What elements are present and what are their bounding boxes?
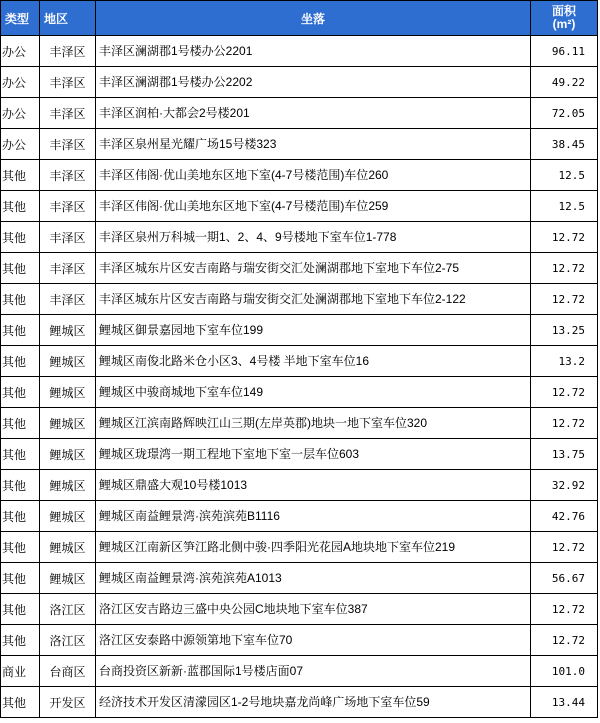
header-area[interactable] [531, 1, 598, 36]
cell-area: 13.75 [531, 439, 598, 470]
table-row[interactable] [1, 160, 598, 191]
table-row[interactable] [1, 501, 598, 532]
cell-type: 其他 [1, 594, 40, 625]
cell-district: 鲤城区 [40, 563, 96, 594]
table-row[interactable] [1, 222, 598, 253]
cell-type: 其他 [1, 470, 40, 501]
cell-location: 洛江区安吉路边三盛中央公园C地块地下室车位387 [96, 594, 531, 625]
cell-area: 101.0 [531, 656, 598, 687]
cell-district: 鲤城区 [40, 377, 96, 408]
cell-location: 丰泽区泉州星光耀广场15号楼323 [96, 129, 531, 160]
cell-location: 鲤城区珑璟湾一期工程地下室地下室一层车位603 [96, 439, 531, 470]
table-row[interactable] [1, 656, 598, 687]
cell-district: 丰泽区 [40, 191, 96, 222]
header-area-unit: (m²) [552, 17, 576, 31]
cell-area: 13.25 [531, 315, 598, 346]
table-row[interactable] [1, 594, 598, 625]
cell-location: 洛江区安泰路中源领第地下室车位70 [96, 625, 531, 656]
cell-location: 台商投资区新新·蓝郡国际1号楼店面07 [96, 656, 531, 687]
table-row[interactable] [1, 98, 598, 129]
cell-type: 其他 [1, 377, 40, 408]
cell-location: 鲤城区南益鲤景湾·滨苑滨苑B1116 [96, 501, 531, 532]
cell-type: 其他 [1, 687, 40, 718]
cell-location: 鲤城区御景嘉园地下室车位199 [96, 315, 531, 346]
cell-area: 12.72 [531, 377, 598, 408]
cell-type: 其他 [1, 191, 40, 222]
cell-district: 鲤城区 [40, 346, 96, 377]
header-type[interactable]: 类型 [1, 1, 40, 36]
cell-district: 丰泽区 [40, 222, 96, 253]
cell-area: 12.72 [531, 532, 598, 563]
cell-area: 12.72 [531, 253, 598, 284]
cell-district: 丰泽区 [40, 284, 96, 315]
cell-district: 丰泽区 [40, 253, 96, 284]
table-row[interactable] [1, 36, 598, 67]
cell-area: 32.92 [531, 470, 598, 501]
cell-area: 12.5 [531, 160, 598, 191]
cell-area: 12.72 [531, 594, 598, 625]
cell-district: 丰泽区 [40, 160, 96, 191]
cell-type: 其他 [1, 563, 40, 594]
cell-area: 12.5 [531, 191, 598, 222]
cell-location: 鲤城区中骏商城地下室车位149 [96, 377, 531, 408]
cell-type: 其他 [1, 346, 40, 377]
table-row[interactable] [1, 315, 598, 346]
cell-district: 洛江区 [40, 594, 96, 625]
table-row[interactable] [1, 129, 598, 160]
table-body [1, 36, 598, 718]
cell-location: 丰泽区澜湖郡1号楼办公2202 [96, 67, 531, 98]
cell-type: 其他 [1, 284, 40, 315]
cell-location: 鲤城区鼎盛大观10号楼1013 [96, 470, 531, 501]
cell-district: 鲤城区 [40, 532, 96, 563]
cell-type: 其他 [1, 439, 40, 470]
table-row[interactable] [1, 470, 598, 501]
cell-location: 丰泽区伟阁·优山美地东区地下室(4-7号楼范围)车位259 [96, 191, 531, 222]
header-row [1, 1, 598, 36]
cell-district: 丰泽区 [40, 98, 96, 129]
cell-district: 洛江区 [40, 625, 96, 656]
table-row[interactable] [1, 439, 598, 470]
table-row[interactable] [1, 532, 598, 563]
cell-district: 鲤城区 [40, 408, 96, 439]
cell-area: 12.72 [531, 222, 598, 253]
header-location[interactable]: 坐落 [96, 1, 531, 36]
cell-area: 12.72 [531, 284, 598, 315]
table-row[interactable] [1, 191, 598, 222]
cell-type: 其他 [1, 408, 40, 439]
cell-district: 鲤城区 [40, 315, 96, 346]
table-row[interactable] [1, 67, 598, 98]
cell-type: 办公 [1, 98, 40, 129]
cell-type: 其他 [1, 253, 40, 284]
cell-type: 办公 [1, 36, 40, 67]
cell-location: 丰泽区城东片区安吉南路与瑞安街交汇处澜湖郡地下室地下车位2-75 [96, 253, 531, 284]
table-row[interactable] [1, 625, 598, 656]
cell-area: 72.05 [531, 98, 598, 129]
table-row[interactable] [1, 687, 598, 718]
header-district[interactable]: 地区 [40, 1, 96, 36]
cell-district: 丰泽区 [40, 129, 96, 160]
cell-area: 12.72 [531, 625, 598, 656]
cell-area: 38.45 [531, 129, 598, 160]
cell-type: 办公 [1, 129, 40, 160]
cell-area: 96.11 [531, 36, 598, 67]
cell-type: 其他 [1, 222, 40, 253]
cell-type: 其他 [1, 315, 40, 346]
cell-type: 其他 [1, 501, 40, 532]
cell-location: 鲤城区江南新区笋江路北侧中骏·四季阳光花园A地块地下室车位219 [96, 532, 531, 563]
cell-location: 经济技术开发区清濛园区1-2号地块嘉龙尚峰广场地下室车位59 [96, 687, 531, 718]
cell-type: 其他 [1, 160, 40, 191]
cell-location: 丰泽区泉州万科城一期1、2、4、9号楼地下室车位1-778 [96, 222, 531, 253]
table-row[interactable] [1, 563, 598, 594]
cell-location: 鲤城区南益鲤景湾·滨苑滨苑A1013 [96, 563, 531, 594]
cell-area: 42.76 [531, 501, 598, 532]
cell-district: 鲤城区 [40, 501, 96, 532]
table-row[interactable] [1, 284, 598, 315]
cell-location: 丰泽区澜湖郡1号楼办公2201 [96, 36, 531, 67]
cell-location: 鲤城区江滨南路辉映江山三期(左岸英郡)地块一地下室车位320 [96, 408, 531, 439]
cell-location: 丰泽区城东片区安吉南路与瑞安街交汇处澜湖郡地下室地下车位2-122 [96, 284, 531, 315]
table-row[interactable] [1, 346, 598, 377]
cell-area: 56.67 [531, 563, 598, 594]
cell-area: 13.2 [531, 346, 598, 377]
table-row[interactable] [1, 408, 598, 439]
cell-district: 丰泽区 [40, 67, 96, 98]
header-area-label: 面积 [551, 4, 576, 18]
table-row[interactable] [1, 377, 598, 408]
cell-area: 12.72 [531, 408, 598, 439]
cell-district: 开发区 [40, 687, 96, 718]
table-row[interactable] [1, 253, 598, 284]
cell-type: 其他 [1, 532, 40, 563]
cell-district: 台商区 [40, 656, 96, 687]
cell-type: 办公 [1, 67, 40, 98]
cell-type: 商业 [1, 656, 40, 687]
cell-area: 49.22 [531, 67, 598, 98]
cell-type: 其他 [1, 625, 40, 656]
cell-location: 鲤城区南俊北路米仓小区3、4号楼 半地下室车位16 [96, 346, 531, 377]
cell-district: 鲤城区 [40, 439, 96, 470]
cell-area: 13.44 [531, 687, 598, 718]
cell-district: 丰泽区 [40, 36, 96, 67]
cell-location: 丰泽区润柏·大都会2号楼201 [96, 98, 531, 129]
cell-district: 鲤城区 [40, 470, 96, 501]
cell-location: 丰泽区伟阁·优山美地东区地下室(4-7号楼范围)车位260 [96, 160, 531, 191]
